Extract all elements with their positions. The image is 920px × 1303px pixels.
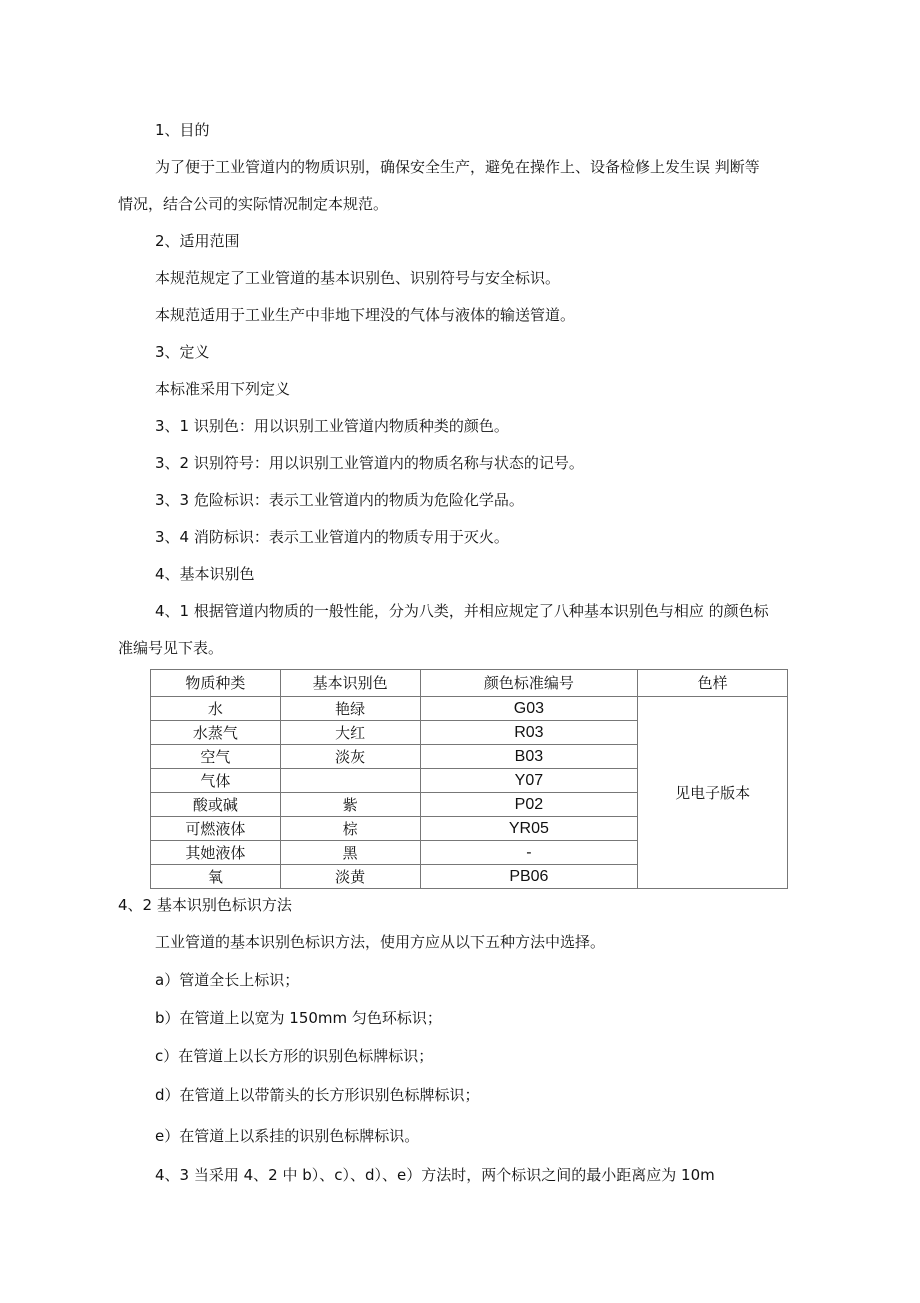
code-cell: PB06 xyxy=(420,865,638,889)
paragraph: 工业管道的基本识别色标识方法，使用方应从以下五种方法中选择。 xyxy=(155,933,606,951)
header-cell: 基本识别色 xyxy=(280,670,420,697)
sample-cell: 见电子版本 xyxy=(638,697,788,889)
heading-purpose: 1、目的 xyxy=(155,121,210,139)
color-cell: 黑 xyxy=(280,841,420,865)
header-cell: 色样 xyxy=(638,670,788,697)
color-cell: 淡黄 xyxy=(280,865,420,889)
substance-cell: 可燃液体 xyxy=(151,817,281,841)
substance-cell: 空气 xyxy=(151,745,281,769)
substance-cell: 气体 xyxy=(151,769,281,793)
paragraph: 3、4 消防标识：表示工业管道内的物质专用于灭火。 xyxy=(155,528,509,546)
paragraph: 3、3 危险标识：表示工业管道内的物质为危险化学品。 xyxy=(155,491,524,509)
substance-cell: 酸或碱 xyxy=(151,793,281,817)
code-cell: B03 xyxy=(420,745,638,769)
code-cell: - xyxy=(420,841,638,865)
list-item: e）在管道上以系挂的识别色标牌标识。 xyxy=(155,1127,420,1145)
heading-definitions: 3、定义 xyxy=(155,343,210,361)
code-cell: YR05 xyxy=(420,817,638,841)
list-item: a）管道全长上标识； xyxy=(155,971,300,989)
color-cell: 艳绿 xyxy=(280,697,420,721)
paragraph: 本标准采用下列定义 xyxy=(155,380,291,398)
color-cell xyxy=(280,769,420,793)
paragraph: 本规范适用于工业生产中非地下埋没的气体与液体的输送管道。 xyxy=(155,306,576,324)
paragraph: 3、1 识别色：用以识别工业管道内物质种类的颜色。 xyxy=(155,417,509,435)
paragraph: 为了便于工业管道内的物质识别，确保安全生产，避免在操作上、设备检修上发生误 判断等 xyxy=(155,158,760,176)
heading-scope: 2、适用范围 xyxy=(155,232,240,250)
color-cell: 棕 xyxy=(280,817,420,841)
paragraph: 准编号见下表。 xyxy=(118,639,224,657)
paragraph: 3、2 识别符号：用以识别工业管道内的物质名称与状态的记号。 xyxy=(155,454,584,472)
substance-cell: 其她液体 xyxy=(151,841,281,865)
paragraph: 本规范规定了工业管道的基本识别色、识别符号与安全标识。 xyxy=(155,269,561,287)
color-cell: 紫 xyxy=(280,793,420,817)
substance-cell: 水蒸气 xyxy=(151,721,281,745)
heading-basic-colors: 4、基本识别色 xyxy=(155,565,255,583)
paragraph: 4、1 根据管道内物质的一般性能，分为八类，并相应规定了八种基本识别色与相应 的颜色标 xyxy=(155,602,769,620)
substance-cell: 氧 xyxy=(151,865,281,889)
table-row xyxy=(151,697,788,721)
color-cell: 淡灰 xyxy=(280,745,420,769)
heading-marking-methods: 4、2 基本识别色标识方法 xyxy=(118,896,292,914)
list-item: b）在管道上以宽为 150mm 匀色环标识； xyxy=(155,1009,442,1027)
list-item: c）在管道上以长方形的识别色标牌标识； xyxy=(155,1047,434,1065)
substance-cell: 水 xyxy=(151,697,281,721)
header-cell: 物质种类 xyxy=(151,670,281,697)
code-cell: Y07 xyxy=(420,769,638,793)
paragraph: 情况，结合公司的实际情况制定本规范。 xyxy=(118,195,389,213)
code-cell: P02 xyxy=(420,793,638,817)
color-cell: 大红 xyxy=(280,721,420,745)
code-cell: R03 xyxy=(420,721,638,745)
list-item: d）在管道上以带箭头的长方形识别色标牌标识； xyxy=(155,1086,480,1104)
paragraph: 4、3 当采用 4、2 中 b）、c）、d）、e）方法时，两个标识之间的最小距离应为 10m xyxy=(155,1166,715,1184)
table-header-row xyxy=(151,670,788,697)
color-table xyxy=(150,669,788,889)
code-cell: G03 xyxy=(420,697,638,721)
header-cell: 颜色标准编号 xyxy=(420,670,638,697)
